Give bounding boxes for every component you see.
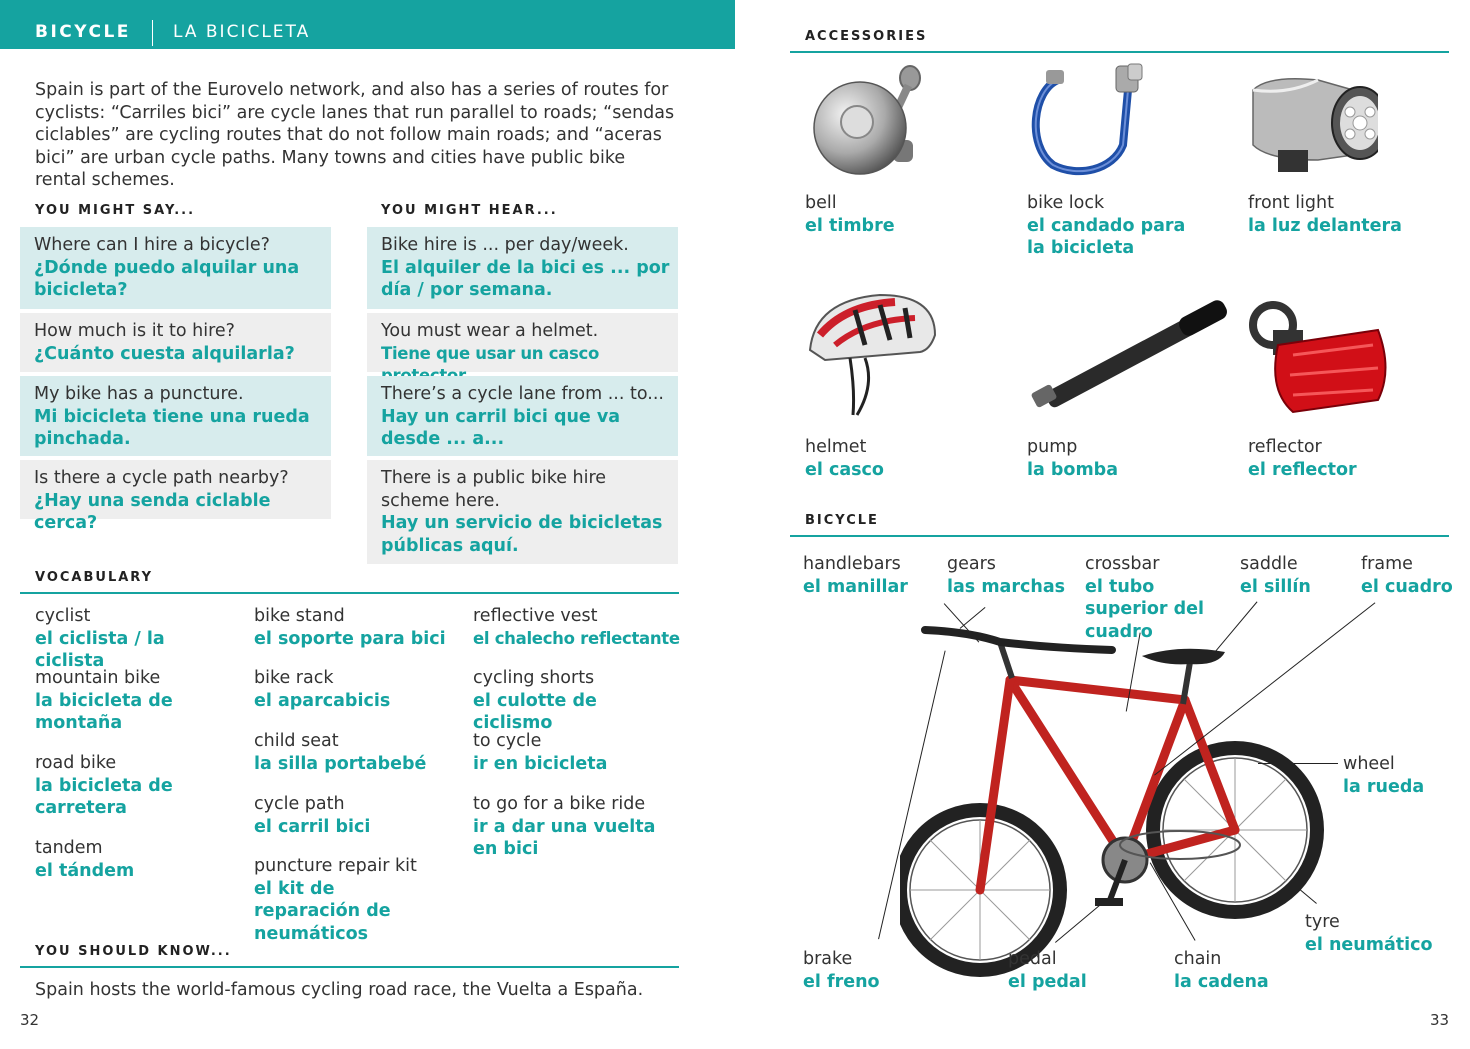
might-say-item bbox=[20, 376, 331, 456]
pump-icon bbox=[1028, 300, 1238, 420]
vocab-en: bike stand bbox=[254, 606, 345, 626]
part-label-saddle bbox=[1240, 553, 1311, 598]
vocabulary-rule bbox=[20, 592, 679, 594]
bike-lock-icon bbox=[1028, 60, 1148, 180]
vocab-en: cycling shorts bbox=[473, 668, 595, 688]
accessory-caption bbox=[1248, 192, 1448, 237]
might-say-heading: YOU MIGHT SAY... bbox=[35, 203, 196, 218]
vocab-entry bbox=[254, 730, 459, 775]
phrase-en: Where can I hire a bicycle? bbox=[34, 235, 270, 255]
vocab-en: cyclist bbox=[35, 606, 91, 626]
vocab-en: reflective vest bbox=[473, 606, 598, 626]
part-es: el manillar bbox=[803, 576, 908, 597]
vocab-es: el culotte de ciclismo bbox=[473, 690, 597, 733]
phrase-es: El alquiler de la bici es ... por día / por semana. bbox=[381, 257, 670, 300]
part-label-wheel bbox=[1343, 753, 1424, 798]
vocab-es: la silla portabebé bbox=[254, 753, 427, 774]
accessory-caption bbox=[805, 192, 1005, 237]
vocab-entry bbox=[254, 793, 459, 838]
vocab-en: child seat bbox=[254, 731, 339, 751]
vocab-en: road bike bbox=[35, 753, 117, 773]
part-en: pedal bbox=[1008, 949, 1057, 969]
accessory-en: pump bbox=[1027, 437, 1078, 457]
bell-icon bbox=[805, 60, 925, 180]
vocab-entry bbox=[473, 667, 678, 735]
might-say-item bbox=[20, 313, 331, 372]
vocab-entry bbox=[35, 667, 240, 735]
vocab-es: el kit de reparación de neumáticos bbox=[254, 878, 391, 944]
accessory-es: el candado para la bicicleta bbox=[1027, 215, 1186, 258]
might-hear-item bbox=[367, 313, 678, 372]
accessory-en: helmet bbox=[805, 437, 867, 457]
part-label-gears bbox=[947, 553, 1065, 598]
vocab-es: el ciclista / la ciclista bbox=[35, 628, 165, 671]
vocab-entry bbox=[473, 605, 678, 650]
intro-paragraph: Spain is part of the Eurovelo network, and also has a series of routes for cyclists: “Carriles bici” are cycle lanes that run parallel to roads; “sendas ciclables” are cycling routes that do not follow main roads; and “aceras bici” are urban cycle paths. Many towns and cities have public bike rental schemes. bbox=[35, 80, 675, 190]
might-say-item bbox=[20, 460, 331, 533]
bicycle-illustration bbox=[900, 620, 1340, 985]
accessories-heading: ACCESSORIES bbox=[805, 29, 928, 44]
part-label-handlebars bbox=[803, 553, 908, 598]
phrase-en: Bike hire is ... per day/week. bbox=[381, 235, 629, 255]
part-en: saddle bbox=[1240, 554, 1298, 574]
phrase-es: ¿Cuánto cuesta alquilarla? bbox=[34, 343, 295, 364]
phrase-en: How much is it to hire? bbox=[34, 321, 235, 341]
part-en: crossbar bbox=[1085, 554, 1160, 574]
vocab-entry bbox=[254, 855, 459, 945]
vocab-en: to cycle bbox=[473, 731, 542, 751]
might-hear-item bbox=[367, 460, 678, 564]
reflector-icon bbox=[1248, 300, 1393, 420]
part-label-brake bbox=[803, 948, 880, 993]
phrase-es: ¿Hay una senda ciclable cerca? bbox=[34, 490, 271, 533]
accessory-caption bbox=[805, 436, 1005, 481]
part-es: la cadena bbox=[1174, 971, 1269, 992]
vocab-es: el tándem bbox=[35, 860, 135, 881]
phrase-es: Tiene que usar un casco bbox=[381, 343, 600, 363]
vocab-es: la bicicleta de montaña bbox=[35, 690, 173, 733]
vocab-en: mountain bike bbox=[35, 668, 161, 688]
vocab-es: la bicicleta de carretera bbox=[35, 775, 173, 818]
accessory-en: reflector bbox=[1248, 437, 1322, 457]
page-number-left: 32 bbox=[20, 1011, 40, 1029]
vocab-en: puncture repair kit bbox=[254, 856, 417, 876]
vocab-entry bbox=[254, 667, 459, 712]
vocab-en: tandem bbox=[35, 838, 103, 858]
part-en: wheel bbox=[1343, 754, 1395, 774]
should-know-rule bbox=[20, 966, 679, 968]
should-know-text: Spain hosts the world-famous cycling road race, the Vuelta a España. bbox=[35, 980, 644, 1000]
phrase-en: My bike has a puncture. bbox=[34, 384, 244, 404]
header-divider bbox=[152, 20, 153, 46]
phrase-en: You must wear a helmet. bbox=[381, 321, 599, 341]
part-label-frame bbox=[1361, 553, 1453, 598]
part-en: brake bbox=[803, 949, 853, 969]
accessory-caption bbox=[1027, 192, 1227, 260]
phrase-en: There’s a cycle lane from ... to... bbox=[381, 384, 664, 404]
part-label-pedal bbox=[1008, 948, 1087, 993]
accessory-es: la bomba bbox=[1027, 459, 1119, 480]
phrase-es: Hay un carril bici que va desde ... a... bbox=[381, 406, 621, 449]
helmet-icon bbox=[805, 290, 940, 420]
part-es: el cuadro bbox=[1361, 576, 1453, 597]
leader-line-wheel bbox=[1258, 763, 1338, 764]
vocab-en: cycle path bbox=[254, 794, 345, 814]
part-es: la rueda bbox=[1343, 776, 1425, 797]
vocab-entry bbox=[473, 730, 678, 775]
vocab-en: to go for a bike ride bbox=[473, 794, 646, 814]
vocab-es: el aparcabicis bbox=[254, 690, 391, 711]
part-es: el freno bbox=[803, 971, 880, 992]
accessory-es: el reflector bbox=[1248, 459, 1357, 480]
header-title-english: BICYCLE bbox=[35, 22, 131, 42]
accessory-es: la luz delantera bbox=[1248, 215, 1402, 236]
vocab-entry bbox=[473, 793, 678, 861]
vocab-es: el soporte para bici bbox=[254, 628, 446, 649]
part-label-crossbar bbox=[1085, 553, 1235, 643]
bicycle-heading: BICYCLE bbox=[805, 513, 879, 528]
might-say-item bbox=[20, 227, 331, 309]
part-label-chain bbox=[1174, 948, 1269, 993]
accessory-es: el timbre bbox=[805, 215, 895, 236]
accessory-caption bbox=[1248, 436, 1448, 481]
vocab-es: ir a dar una vuelta en bici bbox=[473, 816, 656, 859]
vocab-es: ir en bicicleta bbox=[473, 753, 608, 774]
accessory-en: bike lock bbox=[1027, 193, 1105, 213]
phrase-es: Hay un servicio de bicicletas públicas aquí. bbox=[381, 513, 663, 556]
phrase-es: ¿Dónde puedo alquilar una bicicleta? bbox=[34, 257, 300, 300]
accessory-en: front light bbox=[1248, 193, 1334, 213]
bicycle-rule bbox=[790, 535, 1449, 537]
part-en: gears bbox=[947, 554, 996, 574]
might-hear-item bbox=[367, 376, 678, 456]
vocab-entry bbox=[35, 605, 240, 673]
phrase-en: Is there a cycle path nearby? bbox=[34, 468, 289, 488]
accessories-rule bbox=[790, 51, 1449, 53]
vocab-en: bike rack bbox=[254, 668, 334, 688]
part-es: el sillín bbox=[1240, 576, 1311, 597]
accessory-en: bell bbox=[805, 193, 837, 213]
vocab-entry bbox=[254, 605, 459, 650]
vocabulary-heading: VOCABULARY bbox=[35, 570, 154, 585]
vocab-es: el chalecho reflectante bbox=[473, 628, 680, 648]
vocab-entry bbox=[35, 752, 240, 820]
part-es: el tubo superior del cuadro bbox=[1085, 576, 1205, 642]
part-es: el pedal bbox=[1008, 971, 1087, 992]
vocab-entry bbox=[35, 837, 240, 882]
part-es: las marchas bbox=[947, 576, 1066, 597]
part-en: frame bbox=[1361, 554, 1413, 574]
accessory-caption bbox=[1027, 436, 1227, 481]
accessory-es: el casco bbox=[805, 459, 884, 480]
header-title-spanish: LA BICICLETA bbox=[173, 22, 311, 42]
phrase-es: Mi bicicleta tiene una rueda pinchada. bbox=[34, 406, 310, 449]
page-number-right: 33 bbox=[1430, 1011, 1450, 1029]
part-es: el neumático bbox=[1305, 934, 1433, 955]
part-en: handlebars bbox=[803, 554, 901, 574]
might-hear-item bbox=[367, 227, 678, 309]
vocab-es: el carril bici bbox=[254, 816, 371, 837]
part-en: tyre bbox=[1305, 912, 1340, 932]
part-label-tyre bbox=[1305, 911, 1433, 956]
part-en: chain bbox=[1174, 949, 1222, 969]
front-light-icon bbox=[1248, 60, 1378, 180]
might-hear-heading: YOU MIGHT HEAR... bbox=[381, 203, 558, 218]
should-know-heading: YOU SHOULD KNOW... bbox=[35, 944, 232, 959]
phrase-en: There is a public bike hire scheme here. bbox=[381, 468, 607, 511]
